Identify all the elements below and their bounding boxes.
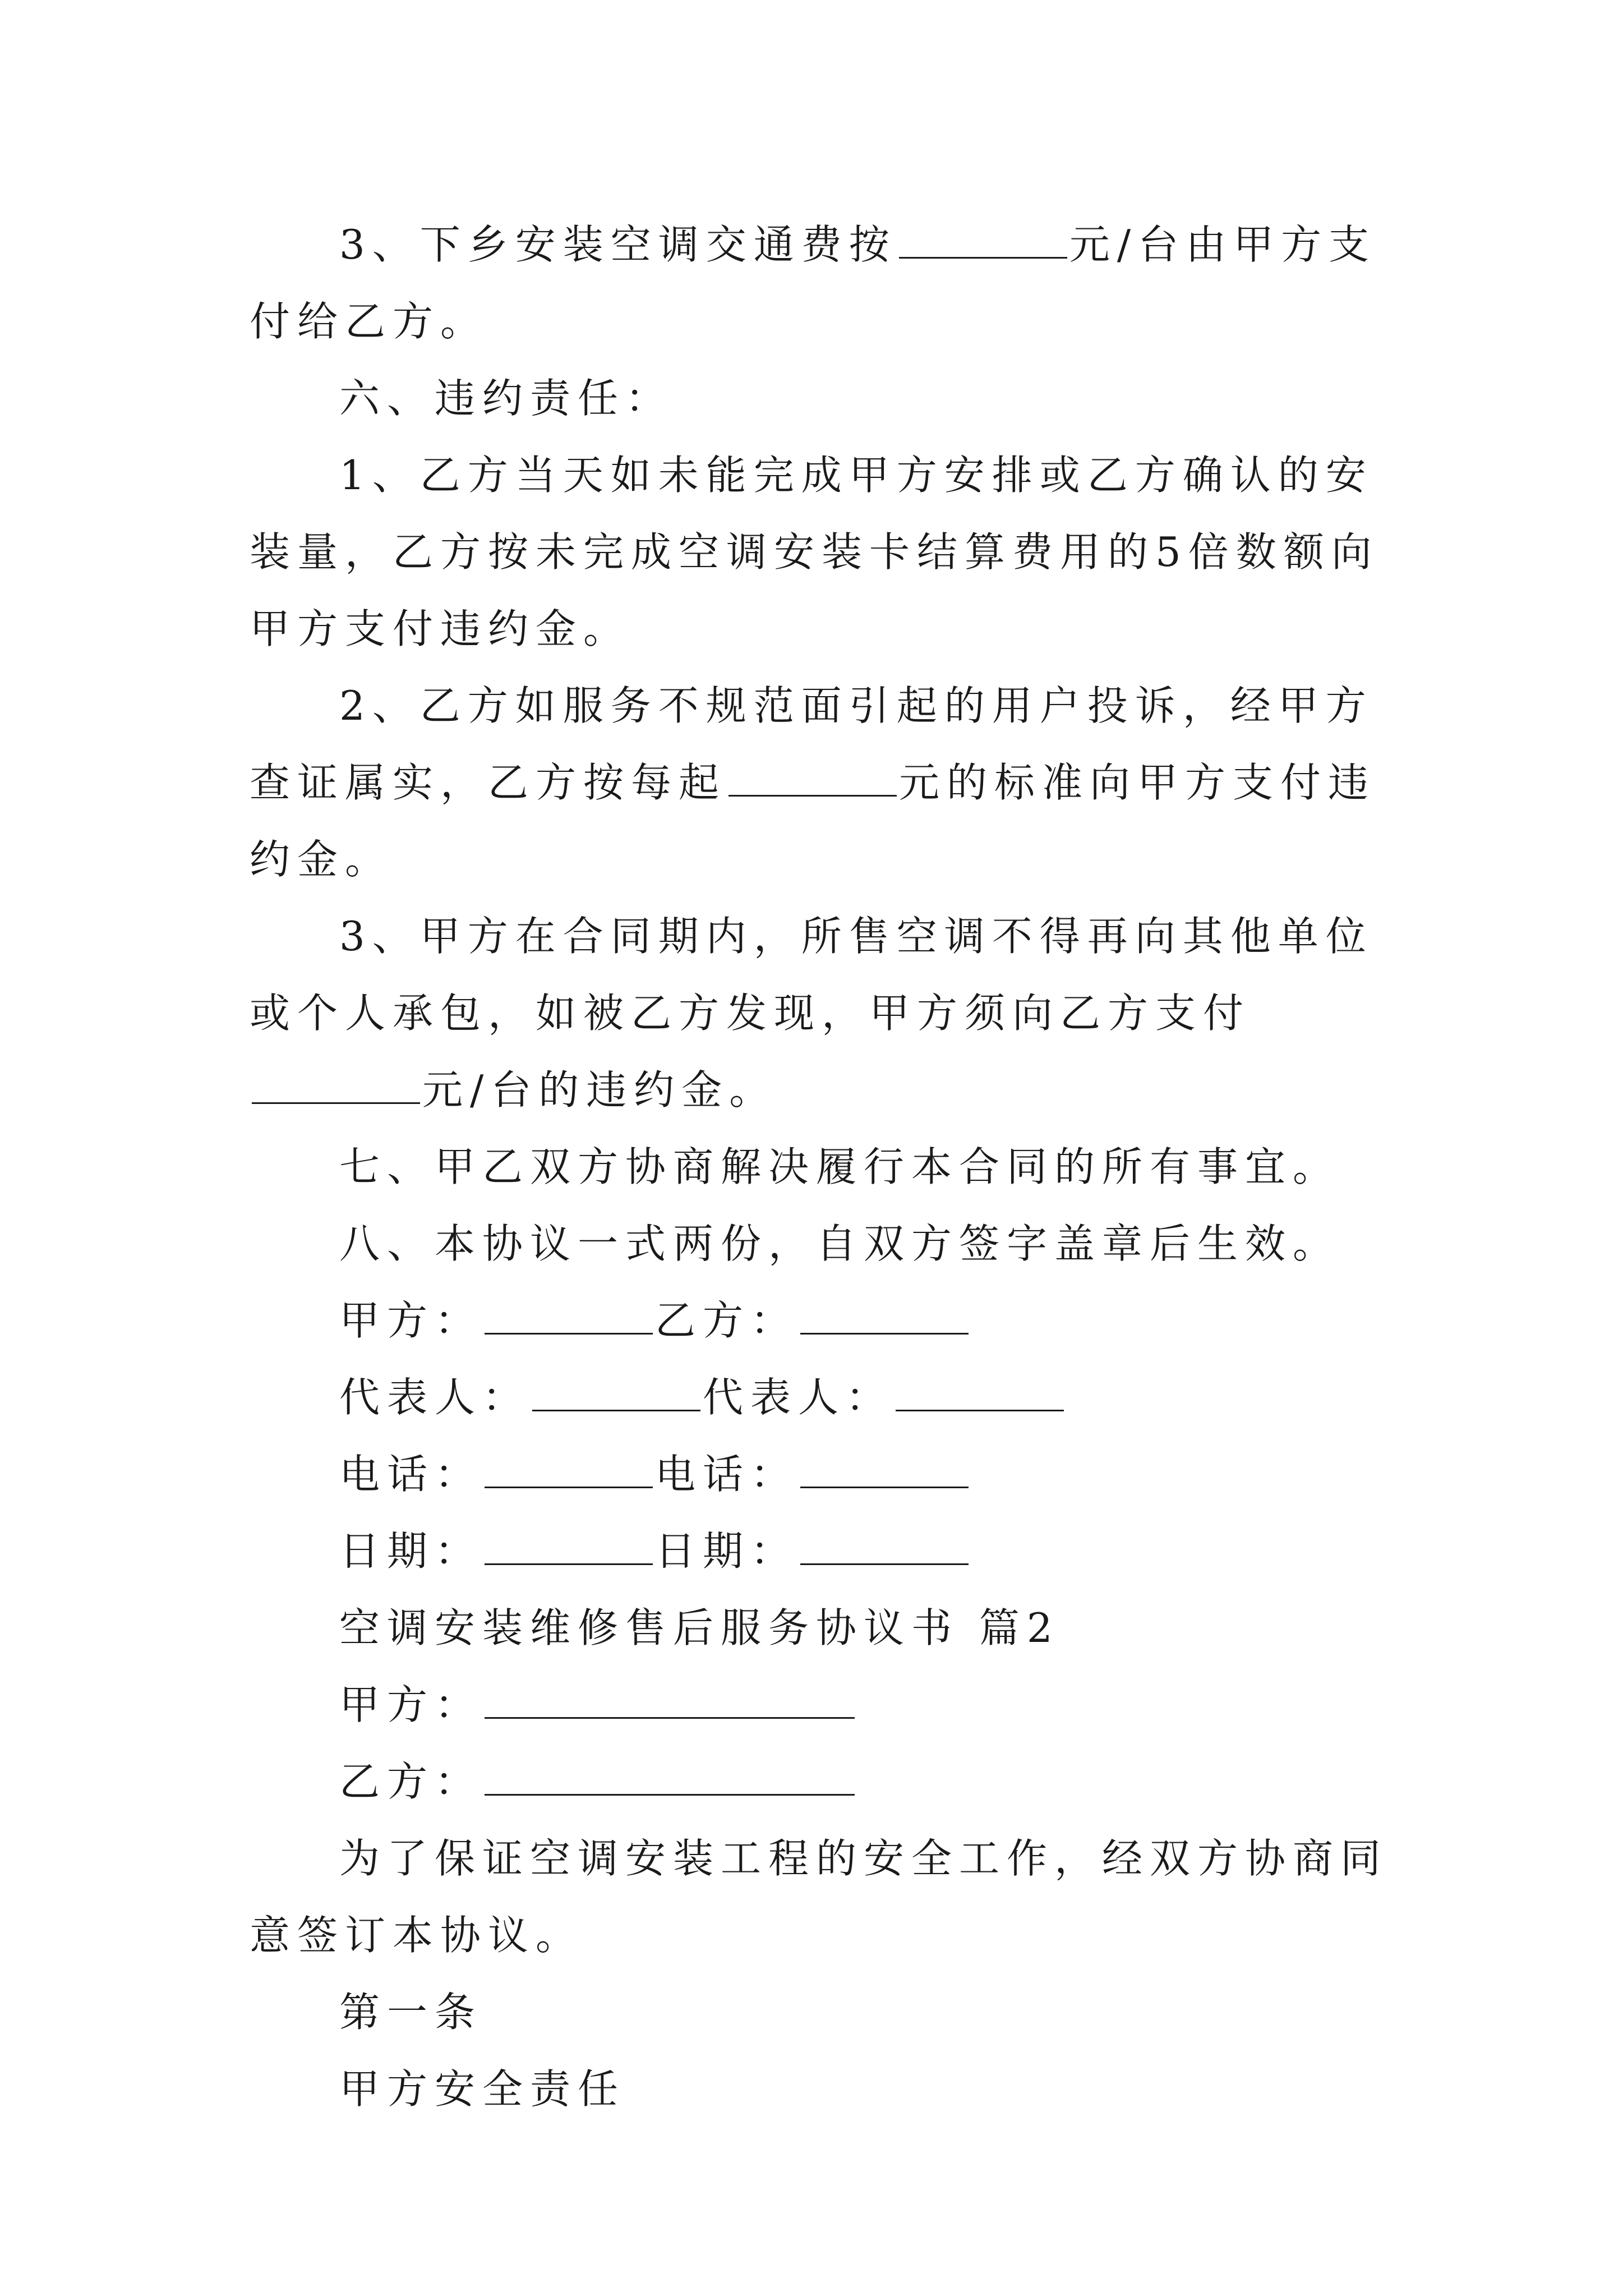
fill-blank: [532, 1377, 700, 1411]
clause-6-2-text-b: 元的标准向甲方支付违约金。: [250, 759, 1376, 883]
clause-6-3: [250, 898, 1388, 1129]
fill-blank: [485, 1685, 855, 1719]
fill-blank: [728, 762, 897, 797]
clause-6-3-text-b: 元/台的违约金。: [422, 1066, 777, 1114]
fill-blank: [485, 1761, 855, 1796]
clause-6-3-text-a: 3、甲方在合同期内，所售空调不得再向其他单位或个人承包，如被乙方发现，甲方须向乙方支付: [250, 913, 1373, 1037]
clause-5-3-text-a: 3、下乡安装空调交通费按: [339, 221, 897, 268]
signature-label-right: 日期：: [655, 1527, 799, 1575]
clause-5-3-text-b: 元/台由甲方支付给乙方。: [250, 221, 1377, 345]
clause-6-2: [250, 668, 1388, 898]
signature-label-left: 甲方：: [339, 1297, 483, 1344]
document-body: [250, 206, 1388, 2128]
fill-blank: [899, 224, 1067, 259]
signature-row-date: [250, 1513, 1388, 1590]
fill-blank: [485, 1531, 653, 1565]
party-b-label: 乙方：: [339, 1758, 483, 1805]
signature-label-right: 乙方：: [655, 1297, 799, 1344]
signature-row-party: [250, 1282, 1388, 1359]
clause-5-3: [250, 206, 1388, 360]
fill-blank: [800, 1454, 969, 1488]
fill-blank: [800, 1300, 969, 1335]
fill-blank: [896, 1377, 1064, 1411]
clause-6-1: 1、乙方当天如未能完成甲方安排或乙方确认的安装量，乙方按未完成空调安装卡结算费用的5倍数额向甲方支付违约金。: [250, 452, 1379, 652]
fill-blank: [485, 1300, 653, 1335]
fill-blank: [252, 1070, 420, 1104]
section-heading-8: 八、本协议一式两份，自双方签字盖章后生效。: [339, 1220, 1341, 1267]
signature-row-representative: [250, 1359, 1388, 1436]
signature-label-left: 电话：: [339, 1451, 483, 1498]
article-subheading: 甲方安全责任: [339, 2065, 626, 2113]
document-subtitle: 空调安装维修售后服务协议书 篇2: [339, 1604, 1060, 1651]
party-a-line: [250, 1667, 1388, 1743]
article-heading: 第一条: [339, 1989, 483, 2036]
clause-6-2-text-a: 2、乙方如服务不规范面引起的用户投诉，经甲方查证属实，乙方按每起: [250, 682, 1373, 806]
section-heading-6: 六、违约责任：: [339, 375, 674, 422]
section-heading-7: 七、甲乙双方协商解决履行本合同的所有事宜。: [339, 1143, 1341, 1190]
fill-blank: [800, 1531, 969, 1565]
signature-label-left: 代表人：: [339, 1374, 531, 1421]
party-b-line: [250, 1743, 1388, 1820]
fill-blank: [485, 1454, 653, 1488]
signature-label-right: 代表人：: [703, 1374, 894, 1421]
intro-paragraph: 为了保证空调安装工程的安全工作，经双方协商同意签订本协议。: [250, 1835, 1389, 1959]
party-a-label: 甲方：: [339, 1681, 483, 1728]
signature-label-left: 日期：: [339, 1527, 483, 1575]
signature-row-phone: [250, 1436, 1388, 1513]
signature-label-right: 电话：: [655, 1451, 799, 1498]
